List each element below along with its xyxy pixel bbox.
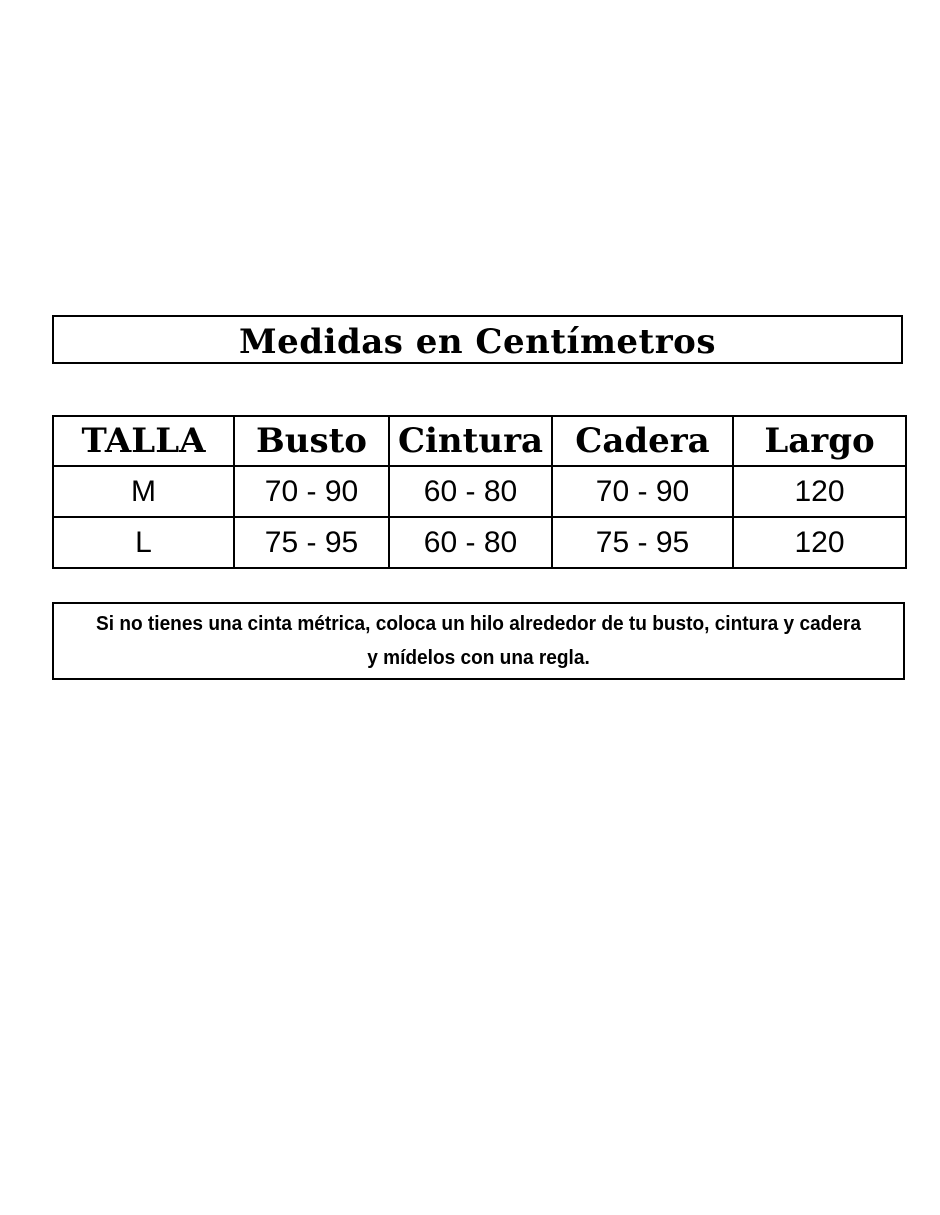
table-row bbox=[53, 517, 906, 568]
cell-largo: 120 bbox=[733, 466, 906, 517]
column-header-cintura: Cintura bbox=[389, 416, 552, 466]
cell-talla: M bbox=[53, 466, 234, 517]
column-header-cadera: Cadera bbox=[552, 416, 733, 466]
page-title: Medidas en Centímetros bbox=[238, 321, 716, 362]
note-box bbox=[52, 602, 905, 680]
cell-busto: 70 - 90 bbox=[234, 466, 389, 517]
measurement-note: Si no tienes una cinta métrica, coloca un hilo alrededor de tu busto, cintura y cadera y mídelos con una regla. bbox=[96, 612, 861, 669]
cell-cintura: 60 - 80 bbox=[389, 466, 552, 517]
cell-cadera: 75 - 95 bbox=[552, 517, 733, 568]
cell-busto: 75 - 95 bbox=[234, 517, 389, 568]
cell-cadera: 70 - 90 bbox=[552, 466, 733, 517]
cell-cintura: 60 - 80 bbox=[389, 517, 552, 568]
title-box bbox=[52, 315, 903, 364]
column-header-busto: Busto bbox=[234, 416, 389, 466]
table-row bbox=[53, 466, 906, 517]
size-table bbox=[52, 415, 907, 569]
table-header-row bbox=[53, 416, 906, 466]
column-header-talla: TALLA bbox=[53, 416, 234, 466]
cell-talla: L bbox=[53, 517, 234, 568]
cell-largo: 120 bbox=[733, 517, 906, 568]
column-header-largo: Largo bbox=[733, 416, 906, 466]
